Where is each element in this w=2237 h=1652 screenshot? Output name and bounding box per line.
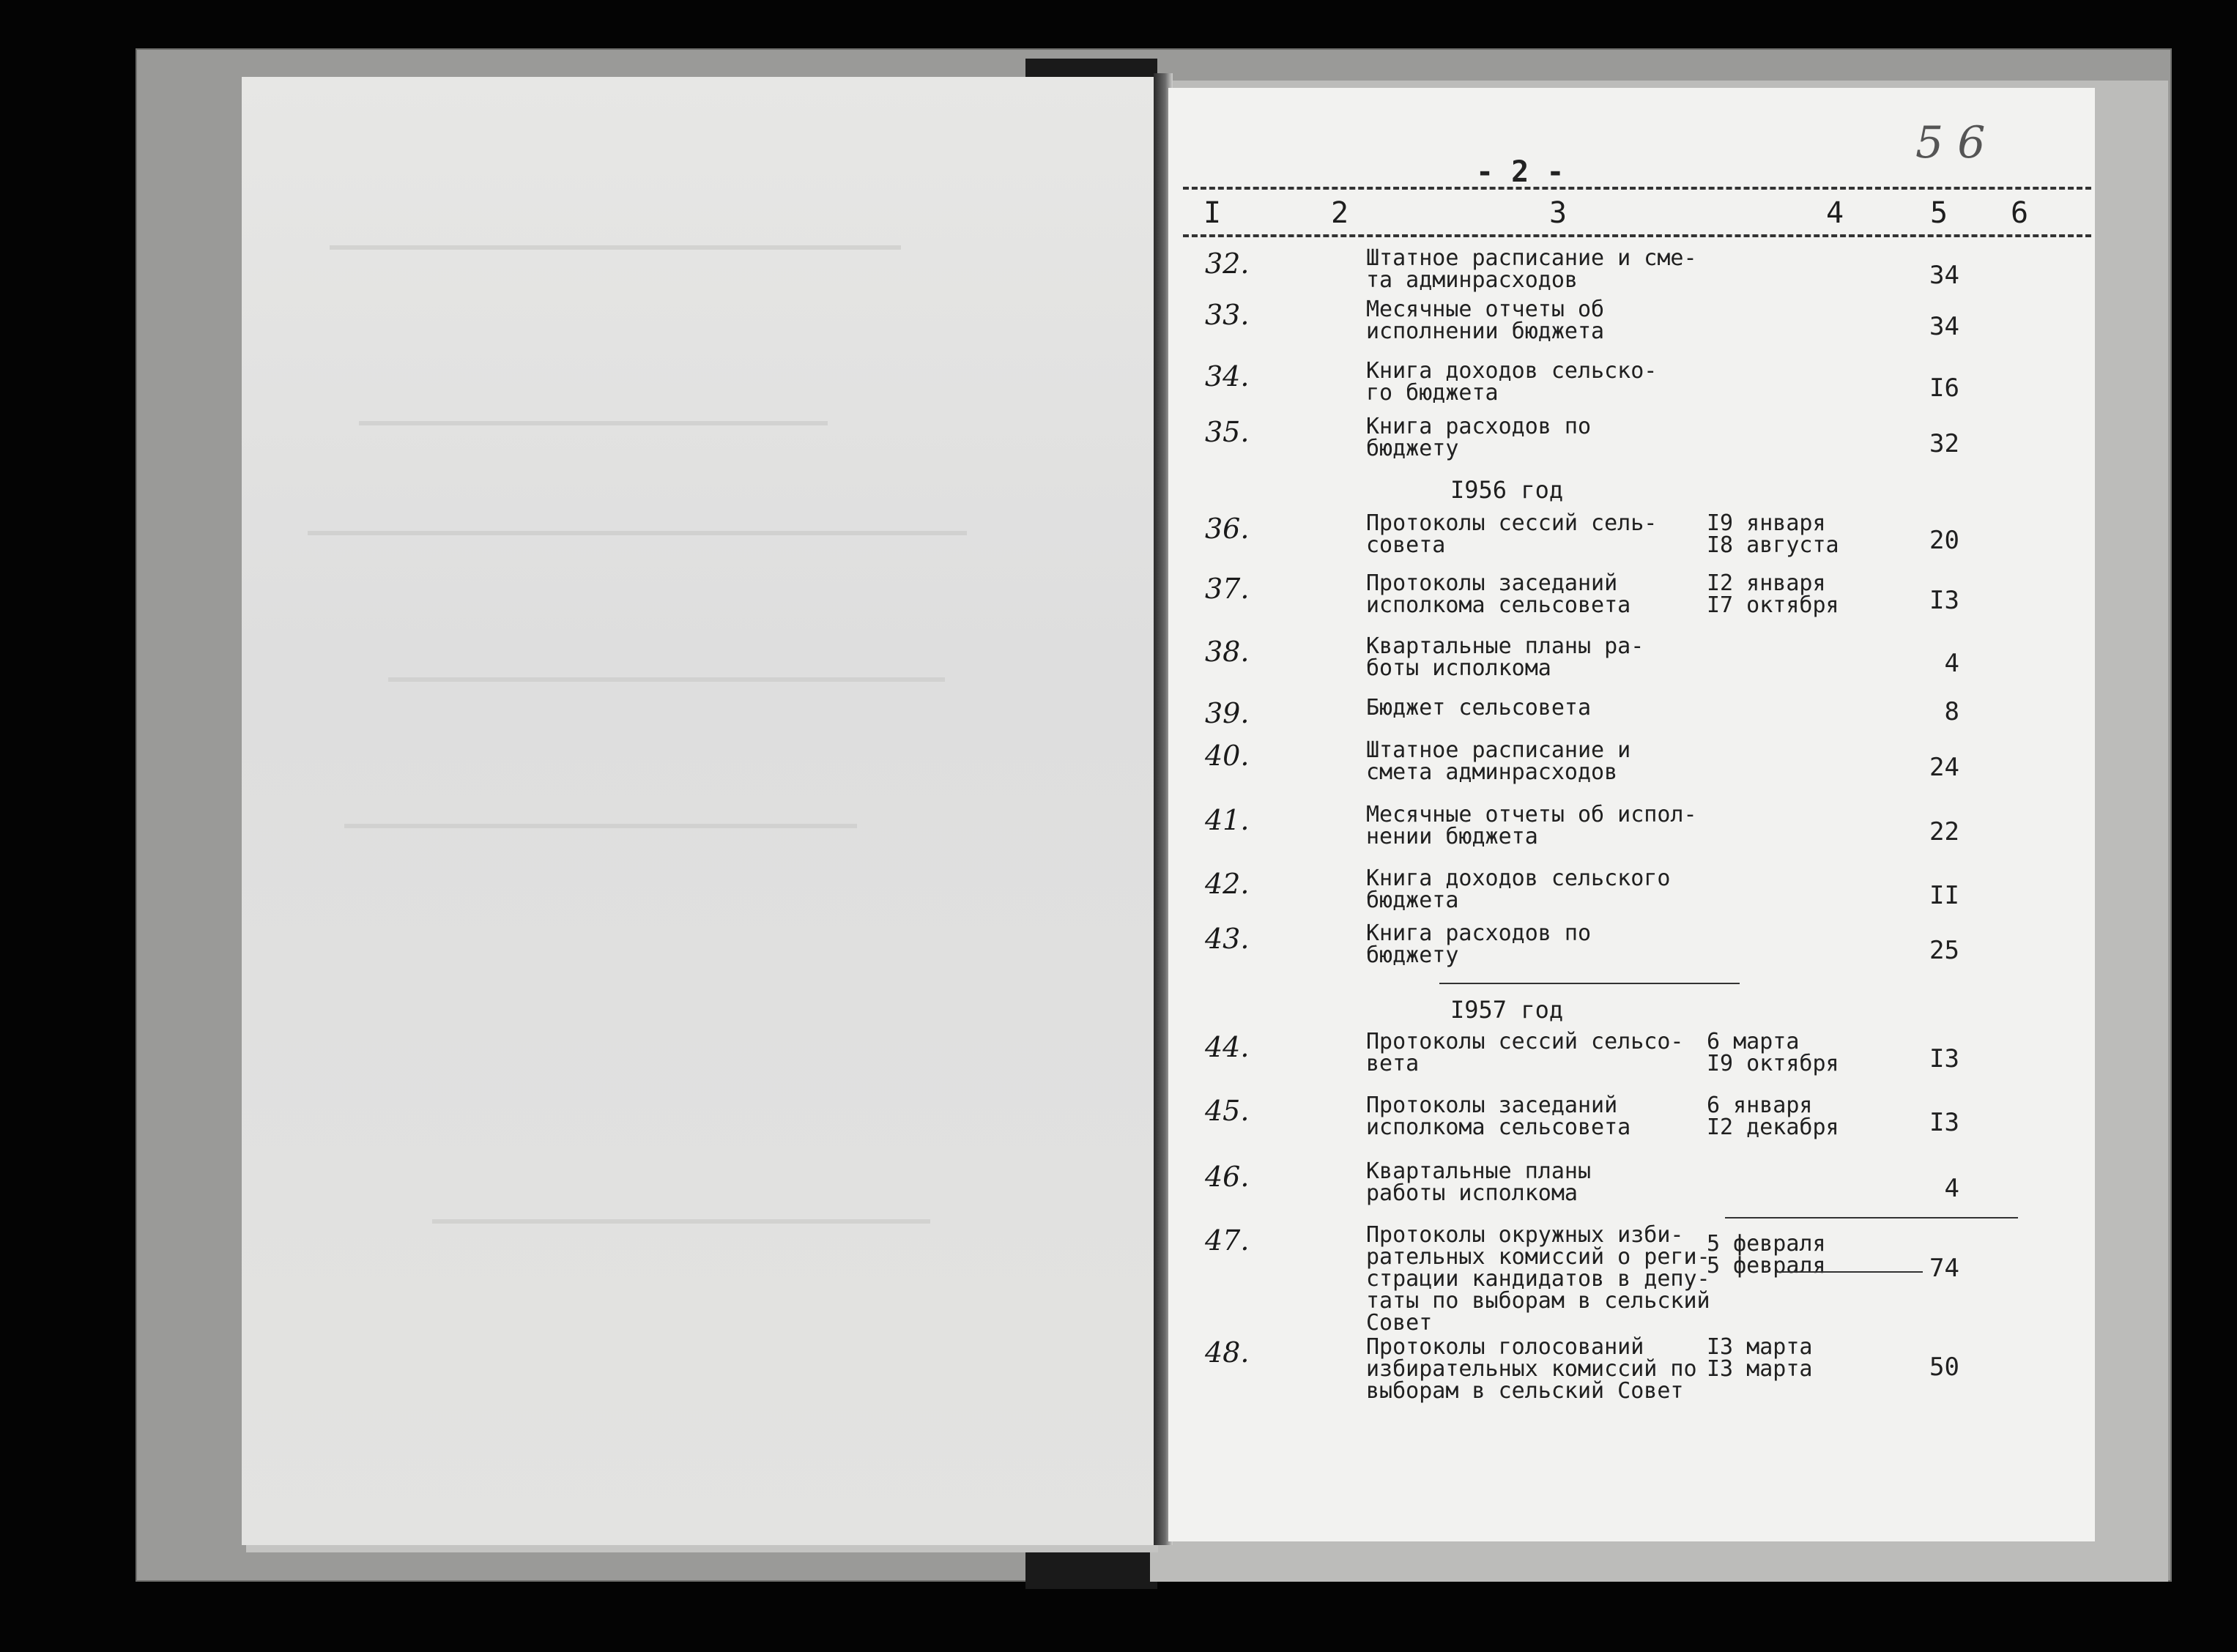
row-title: Протоколы заседаний исполкома сельсовета [1366, 570, 1631, 618]
row-count: 8 [1944, 697, 1959, 726]
row-count: II [1929, 881, 1959, 910]
right-page [1168, 88, 2095, 1541]
row-number: 34. [1205, 360, 1250, 392]
bleed-through-line [388, 677, 945, 682]
row-number: 43. [1205, 923, 1250, 955]
row-dates: 6 марта I9 октября [1707, 1029, 1839, 1076]
header-top-rule [1183, 187, 2091, 190]
row-title: Штатное расписание и сме- та админрасходов [1366, 245, 1697, 293]
row-number: 40. [1205, 740, 1250, 772]
row-number: 46. [1205, 1161, 1250, 1193]
row-count: 4 [1944, 1174, 1959, 1203]
row-title: Протоколы голосований избирательных комиссий по выборам в сельский Совет [1366, 1334, 1697, 1404]
row-number: 37. [1205, 573, 1250, 605]
row-count: 4 [1944, 649, 1959, 678]
row-title: Протоколы сессий сель- совета [1366, 510, 1658, 558]
row-number: 38. [1205, 636, 1250, 668]
column-header-1: I [1203, 196, 1222, 230]
column-header-6: 6 [2011, 196, 2029, 230]
table-rule [1725, 1217, 2018, 1218]
row-title: Бюджет сельсовета [1366, 695, 1592, 721]
row-title: Квартальные планы ра- боты исполкома [1366, 633, 1644, 681]
row-title: Протоколы окружных изби- рательных комиссий о реги- страции кандидатов в депу- таты по выборам в сельский Совет [1366, 1222, 1710, 1336]
bleed-through-line [432, 1219, 930, 1224]
row-count: 50 [1929, 1353, 1959, 1382]
row-title: Месячные отчеты об испол- нении бюджета [1366, 802, 1697, 849]
row-title: Протоколы сессий сельсо- вета [1366, 1029, 1684, 1076]
row-dates: 6 января I2 декабря [1707, 1093, 1839, 1140]
row-count: 34 [1929, 312, 1959, 341]
row-count: I6 [1929, 373, 1959, 403]
row-title: Книга расходов по бюджету [1366, 414, 1592, 461]
row-count: 34 [1929, 261, 1959, 290]
date-strikethrough [1776, 1271, 1923, 1273]
page-number: - 2 - [1476, 155, 1565, 189]
column-header-3: 3 [1549, 196, 1568, 230]
row-number: 45. [1205, 1095, 1250, 1127]
row-title: Книга доходов сельско- го бюджета [1366, 358, 1658, 406]
row-count: I3 [1929, 1108, 1959, 1137]
handwritten-sheet-number: 5 6 [1915, 117, 1986, 168]
row-count: 20 [1929, 526, 1959, 555]
column-header-4: 4 [1826, 196, 1844, 230]
section-underline [1439, 983, 1740, 984]
row-dates: I2 января I7 октября [1707, 570, 1839, 618]
row-title: Квартальные планы работы исполкома [1366, 1158, 1592, 1206]
row-title: Штатное расписание и смета админрасходов [1366, 737, 1631, 785]
row-number: 39. [1205, 697, 1250, 729]
row-count: I3 [1929, 586, 1959, 615]
row-number: 33. [1205, 299, 1250, 331]
row-number: 44. [1205, 1031, 1250, 1063]
row-count: 24 [1929, 753, 1959, 782]
left-page-blank [242, 77, 1154, 1545]
row-number: 32. [1205, 248, 1250, 280]
row-title: Месячные отчеты об исполнении бюджета [1366, 297, 1605, 344]
row-dates: 5 февраля 5 февраля [1707, 1231, 1826, 1279]
bleed-through-line [344, 824, 857, 828]
bleed-through-line [330, 245, 901, 250]
row-number: 48. [1205, 1336, 1250, 1369]
row-title: Протоколы заседаний исполкома сельсовета [1366, 1093, 1631, 1140]
row-number: 35. [1205, 416, 1250, 448]
bleed-through-line [308, 531, 967, 535]
row-count: 74 [1929, 1254, 1959, 1283]
row-count: 22 [1929, 817, 1959, 847]
row-number: 42. [1205, 868, 1250, 900]
column-header-2: 2 [1331, 196, 1349, 230]
bleed-through-line [359, 421, 828, 425]
row-count: I3 [1929, 1044, 1959, 1074]
row-count: 25 [1929, 936, 1959, 965]
year-heading-1957: I957 год [1450, 996, 1564, 1024]
row-number: 41. [1205, 804, 1250, 836]
row-dates: I9 января I8 августа [1707, 510, 1839, 558]
row-number: 36. [1205, 513, 1250, 545]
year-heading-1956: I956 год [1450, 476, 1564, 504]
row-title: Книга доходов сельского бюджета [1366, 866, 1671, 913]
row-count: 32 [1929, 429, 1959, 458]
row-number: 47. [1205, 1224, 1250, 1257]
row-title: Книга расходов по бюджету [1366, 920, 1592, 968]
row-dates: I3 марта I3 марта [1707, 1334, 1813, 1382]
header-bottom-rule [1183, 234, 2091, 237]
column-header-5: 5 [1930, 196, 1948, 230]
